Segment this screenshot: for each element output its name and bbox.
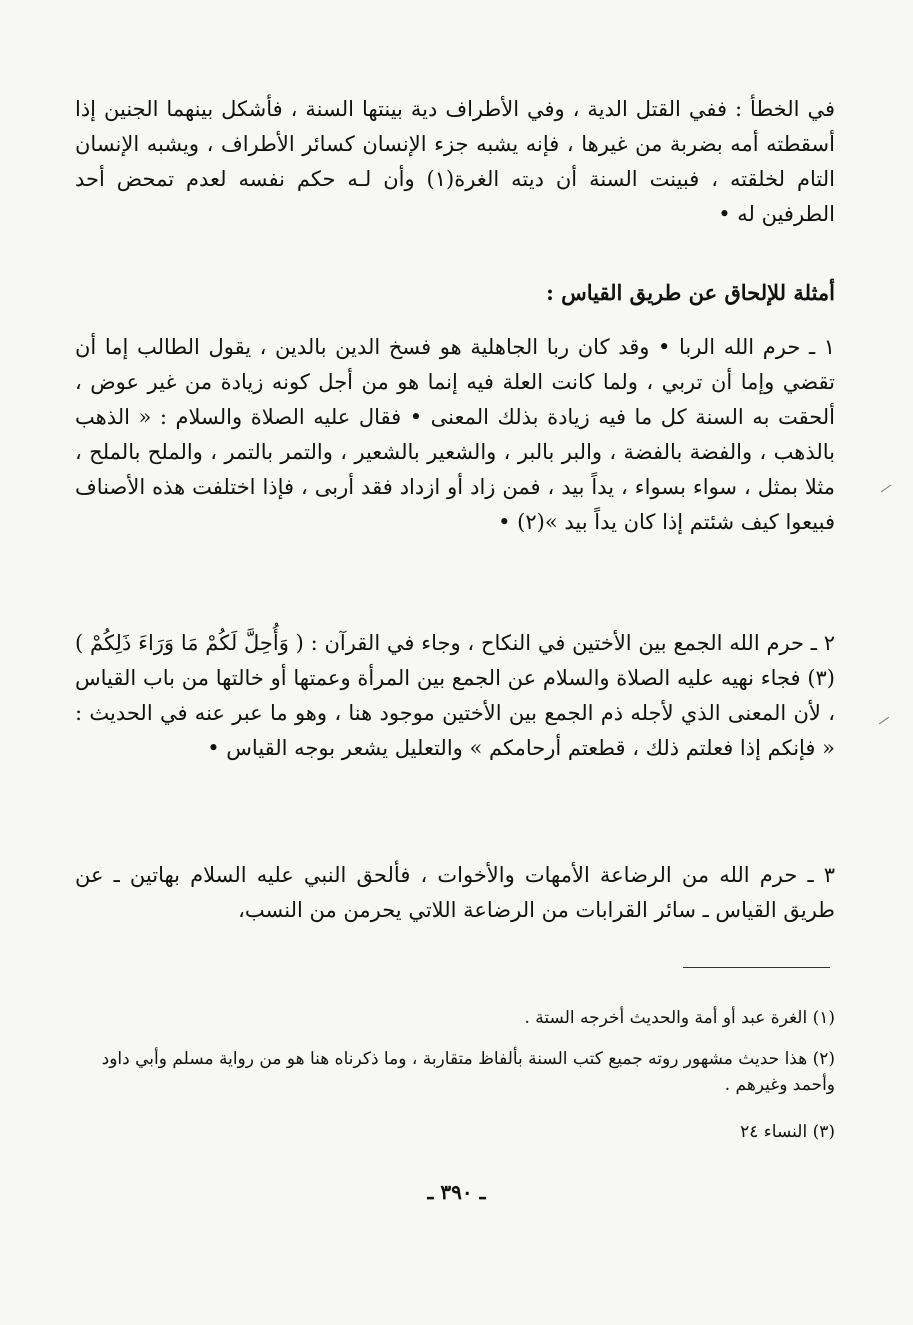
footnote-separator (683, 967, 830, 968)
scan-mark (881, 485, 891, 493)
footnote-2: (٢) هذا حديث مشهور روته جميع كتب السنة بألفاظ متقاربة ، وما ذكرناه هنا هو من رواية مسلم وأبي داود وأحمد وغيرهم . (101, 1049, 835, 1095)
footnote-1: (١) الغرة عبد أو أمة والحديث أخرجه الستة . (524, 1008, 835, 1028)
example-2: ٢ ـ حرم الله الجمع بين الأختين في النكاح ، وجاء في القرآن : ( وَأُحِلَّ لَكُمْ مَا وَرَاءَ ذَلِكُمْ )(٣) فجاء نهيه عليه الصلاة والسلام عن الجمع بين المرأة وعمتها أو خالتها من باب القياس ، لأن المعنى الذي لأجله ذم الجمع بين الأختين موجود هنا ، وهو ما عبر عنه في الحديث : « فإنكم إذا فعلتم ذلك ، قطعتم أرحامكم » والتعليل يشعر بوجه القياس • (75, 631, 835, 760)
footnote-3: (٣) النساء ٢٤ (740, 1122, 835, 1142)
example-1: ١ ـ حرم الله الربا • وقد كان ربا الجاهلية هو فسخ الدين بالدين ، يقول الطالب إما أن تقضي وإما أن تربي ، ولما كانت العلة فيه إنما هو من أجل كونه زيادة من غير عوض ، ألحقت به السنة كل ما فيه زيادة بذلك المعنى • فقال عليه الصلاة والسلام : « الذهب بالذهب ، والفضة بالفضة ، والبر بالبر ، والشعير بالشعير ، والتمر بالتمر ، والملح بالملح ، مثلا بمثل ، سواء بسواء ، يداً بيد ، فمن زاد أو ازداد فقد أربى ، فإذا اختلفت هذه الأصناف فبيعوا كيف شئتم إذا كان يداً بيد »(٢) • (75, 335, 835, 534)
page-number: ـ ٣٩٠ ـ (427, 1180, 486, 1204)
scan-mark (879, 717, 889, 725)
intro-paragraph: في الخطأ : ففي القتل الدية ، وفي الأطراف دية بينتها السنة ، فأشكل بينهما الجنين إذا أسقطته أمه بضربة من غيرها ، فإنه يشبه جزء الإنسان كسائر الأطراف ، ويشبه الإنسان التام لخلقته ، فبينت السنة أن ديته الغرة(١) وأن لـه حكم نفسه لعدم تمحض أحد الطرفين له • (75, 97, 835, 226)
example-3: ٣ ـ حرم الله من الرضاعة الأمهات والأخوات ، فألحق النبي عليه السلام بهاتين ـ عن طريق القياس ـ سائر القرابات من الرضاعة اللاتي يحرمن من النسب، (75, 863, 835, 922)
section-heading: أمثلة للإلحاق عن طريق القياس : (546, 280, 835, 305)
